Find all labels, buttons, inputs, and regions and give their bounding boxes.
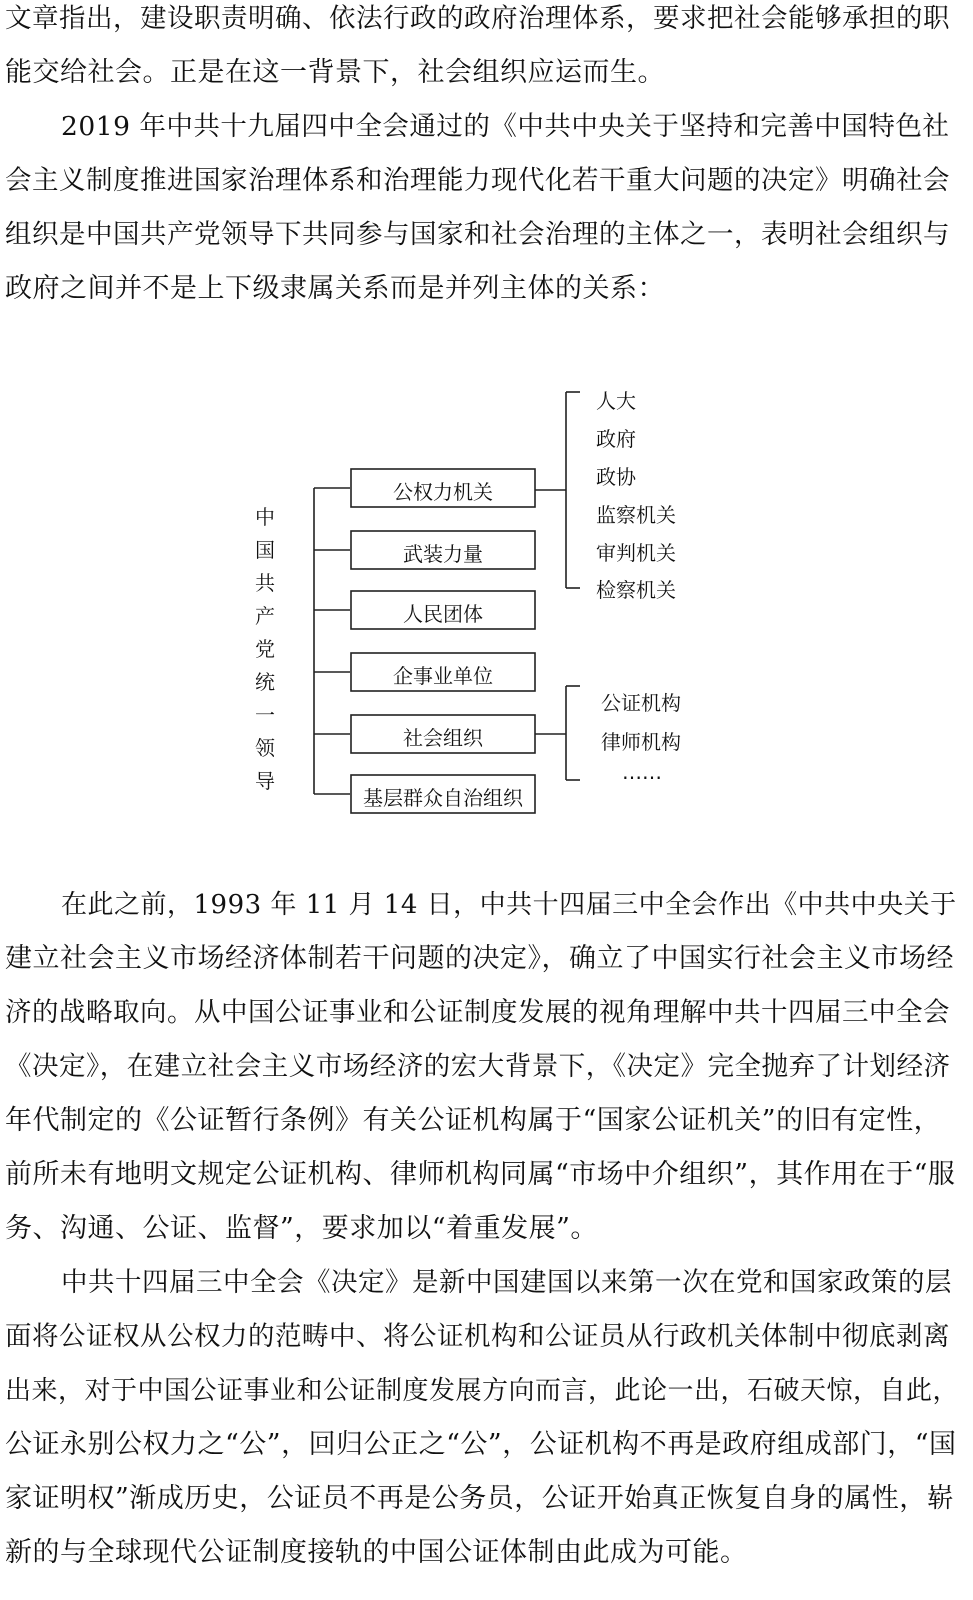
public-power-item: 审判机关	[596, 541, 676, 565]
text-line: 面将公证权从公权力的范畴中、将公证机构和公证员从行政机关体制中彻底剥离	[5, 1321, 950, 1352]
vertical-label-char: 国	[255, 538, 275, 562]
vertical-label-char: 共	[255, 571, 275, 595]
paragraph-1	[5, 0, 961, 100]
text-line: 年代制定的《公证暂行条例》有关公证机构属于“国家公证机关”的旧有定性，	[5, 1105, 942, 1136]
text-line: 会主义制度推进国家治理体系和治理能力现代化若干重大问题的决定》明确社会	[5, 165, 950, 196]
box-public-power: 公权力机关	[393, 480, 493, 504]
text-line: 前所未有地明文规定公证机构、律师机构同属“市场中介组织”，其作用在于“服	[5, 1159, 956, 1190]
paragraph-4	[5, 1256, 961, 1580]
text-line: 济的战略取向。从中国公证事业和公证制度发展的视角理解中共十四届三中全会	[5, 997, 950, 1028]
text-line: 政府之间并不是上下级隶属关系而是并列主体的关系：	[5, 273, 665, 304]
text-line: 家证明权”渐成历史，公证员不再是公务员，公证开始真正恢复自身的属性，崭	[5, 1483, 955, 1514]
vertical-label-char: 统	[255, 670, 275, 694]
text-line: 建立社会主义市场经济体制若干问题的决定》，确立了中国实行社会主义市场经	[5, 943, 954, 974]
text-line: 公证永别公权力之“公”，回归公正之“公”，公证机构不再是政府组成部门，“国	[5, 1429, 957, 1460]
public-power-item: 政府	[596, 427, 636, 451]
text-line: 务、沟通、公证、监督”，要求加以“着重发展”。	[5, 1213, 598, 1244]
vertical-label-char: 领	[255, 736, 275, 760]
public-power-item: 检察机关	[596, 578, 676, 602]
public-power-item: 人大	[596, 389, 636, 413]
box-armed-forces: 武装力量	[403, 542, 483, 566]
public-power-item: 监察机关	[596, 503, 676, 527]
box-grassroots-organizations: 基层群众自治组织	[363, 786, 523, 810]
vertical-label-char: 导	[255, 769, 275, 793]
social-org-item: 律师机构	[601, 730, 681, 754]
social-org-item: 公证机构	[601, 691, 681, 715]
text-line: 在此之前，1993 年 11 月 14 日，中共十四届三中全会作出《中共中央关于	[61, 890, 957, 920]
paragraph-2	[5, 100, 961, 316]
text-line: 组织是中国共产党领导下共同参与国家和社会治理的主体之一，表明社会组织与	[5, 219, 950, 250]
box-social-organizations: 社会组织	[403, 726, 483, 750]
organization-diagram	[0, 370, 973, 840]
text-line: 新的与全球现代公证制度接轨的中国公证体制由此成为可能。	[5, 1537, 748, 1568]
vertical-label-char: 一	[255, 703, 275, 727]
box-enterprises: 企事业单位	[393, 664, 493, 688]
text-line: 中共十四届三中全会《决定》是新中国建国以来第一次在党和国家政策的层	[61, 1267, 952, 1298]
text-line: 能交给社会。正是在这一背景下，社会组织应运而生。	[5, 57, 665, 88]
text-line: 2019 年中共十九届四中全会通过的《中共中央关于坚持和完善中国特色社	[61, 111, 950, 142]
text-line: 文章指出，建设职责明确、依法行政的政府治理体系，要求把社会能够承担的职	[5, 3, 950, 34]
box-people-groups: 人民团体	[403, 602, 483, 626]
social-org-item: ……	[622, 760, 662, 784]
text-line: 出来，对于中国公证事业和公证制度发展方向而言，此论一出，石破天惊，自此，	[5, 1376, 960, 1406]
vertical-label-char: 产	[255, 604, 275, 628]
vertical-label-char: 党	[255, 637, 275, 661]
text-line: 《决定》，在建立社会主义市场经济的宏大背景下，《决定》完全抛弃了计划经济	[5, 1051, 951, 1082]
vertical-label-char: 中	[255, 505, 275, 529]
public-power-item: 政协	[596, 465, 636, 489]
paragraph-3	[5, 878, 961, 1256]
